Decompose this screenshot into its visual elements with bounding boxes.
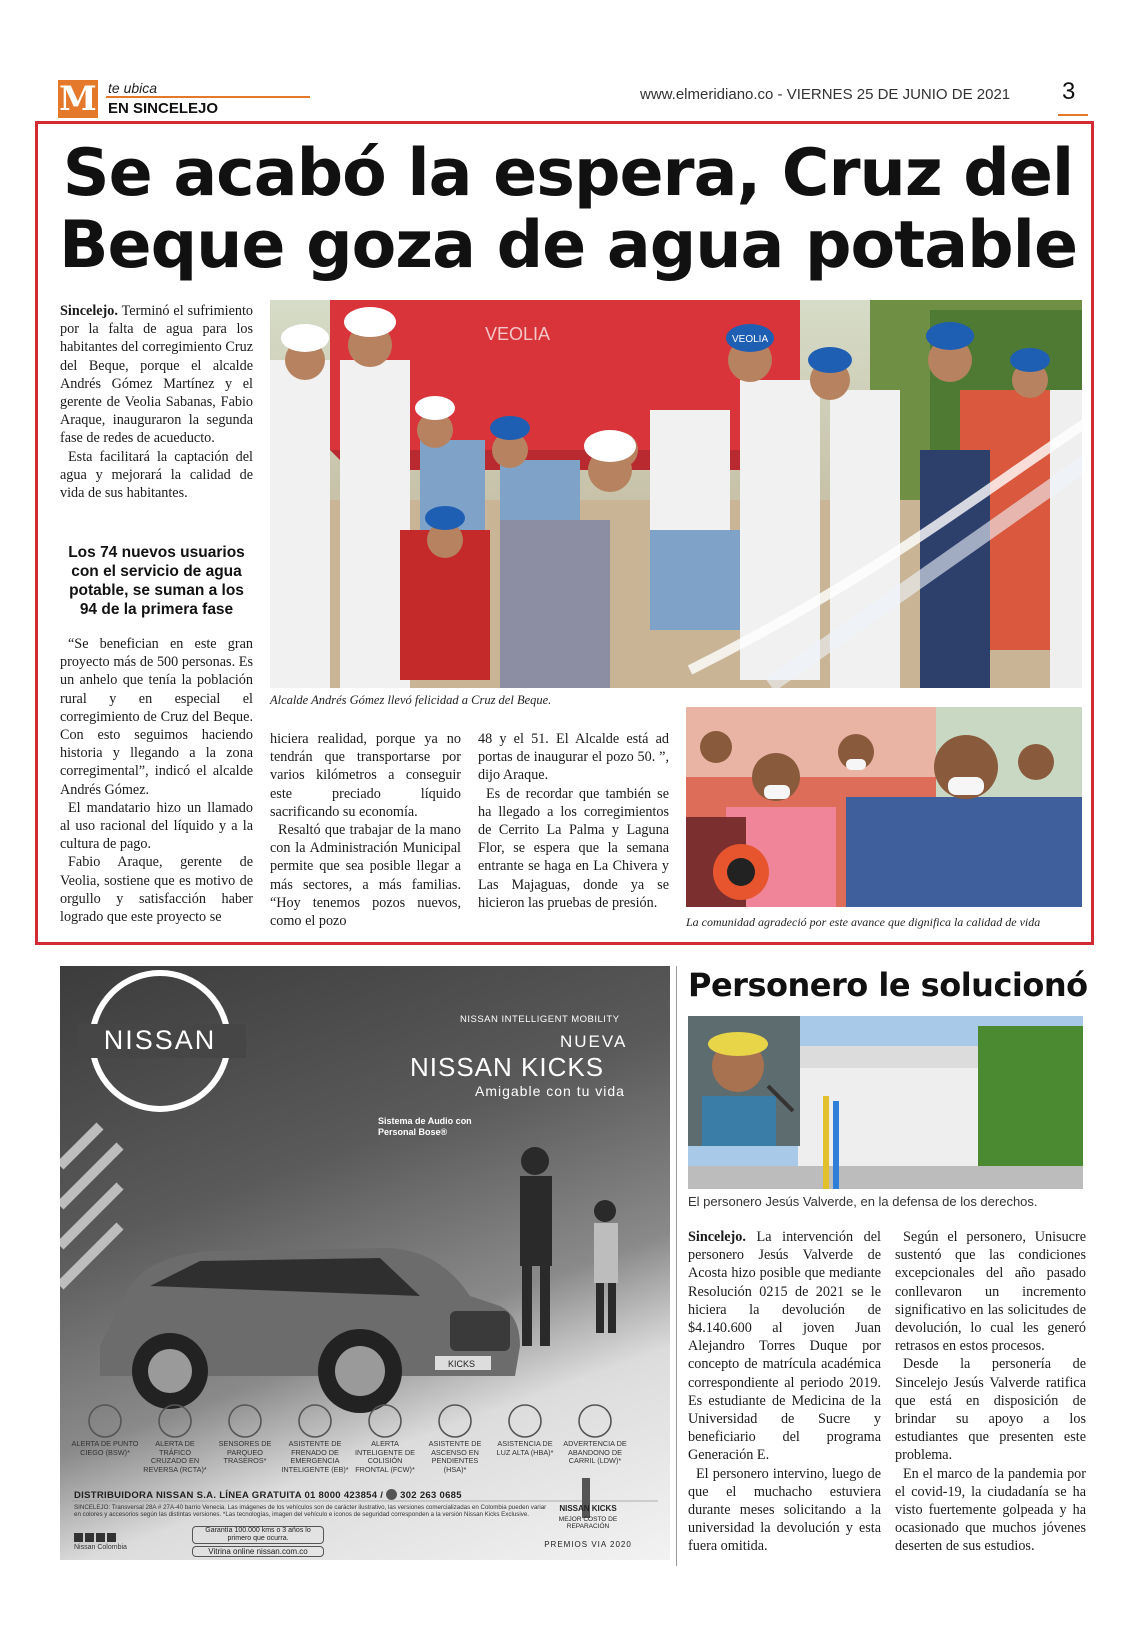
- youtube-icon: [107, 1533, 116, 1542]
- section-kicker: te ubica: [108, 80, 158, 96]
- paragraph: En el marco de la pandemia por el covid-19, la ciudadanía se ha visto fuertemente golpeada y ha ocasionado que muchos jóvenes deserten de sus estudios.: [895, 1465, 1086, 1555]
- personero-photo-caption: El personero Jesús Valverde, en la defensa de los derechos.: [688, 1194, 1038, 1209]
- nissan-advertisement: [60, 966, 670, 1560]
- paragraph: El personero intervino, luego de que el muchacho estuviera durante meses solicitando a la universidad la devolución y esta fuera omitida.: [688, 1465, 881, 1555]
- twitter-icon: [85, 1533, 94, 1542]
- newspaper-logo: M: [59, 79, 97, 119]
- paragraph: El mandatario hizo un llamado al uso racional del líquido y a la cultura de pago.: [60, 799, 253, 853]
- feature-eb: ASISTENTE DE FRENADO DE EMERGENCIA INTELIGENTE (EB)*: [281, 1439, 349, 1474]
- main-column-2: [270, 730, 461, 930]
- community-photo: [686, 707, 1082, 907]
- nissan-wordmark: NISSAN: [103, 1025, 217, 1055]
- feature-rcta: ALERTA DE TRÁFICO CRUZADO EN REVERSA (RCTA)*: [143, 1439, 207, 1474]
- paragraph: Terminó el sufrimiento por la falta de agua para los habitantes del corregimiento Cruz del Beque, porque el alcalde Andrés Gómez Martínez y el gerente de Veolia Sabanas, Fabio Araque, inauguraron la segunda fase de redes de acueducto.: [60, 303, 253, 447]
- paragraph: La intervención del personero Jesús Valverde de Acosta hizo posible que mediante Resolución 0215 de 2021 se le hiciera la devolución de $4.140.600 al joven Juan Alejandro Torres Duque por concepto de matrícula académica correspondiente al periodo 2019. Es estudiante de Medicina de la Universidad de Sucre y beneficiario del programa Generación E.: [688, 1229, 881, 1464]
- whatsapp-icon: [386, 1489, 397, 1500]
- feature-ldw: ADVERTENCIA DE ABANDONO DE CARRIL (LDW)*: [563, 1439, 627, 1466]
- headline-line-2: Beque goza de agua potable: [58, 208, 1078, 283]
- main-photo: [270, 300, 1082, 688]
- feature-parking: SENSORES DE PARQUEO TRASEROS*: [218, 1439, 272, 1466]
- tent-logo-text: VEOLIA: [485, 324, 551, 344]
- second-headline: Personero le solucionó: [688, 966, 1088, 1004]
- award-model: NISSAN KICKS: [559, 1504, 617, 1513]
- legal-text: SINCELEJO: Transversal 28A # 27A-40 barrio Venecia. Las imágenes de los vehículos son de carácter ilustrativo, las versiones comercializadas en Colombia pueden variar en colores y accesorios según las distintas versiones. *Las tecnologías, imagen del vehículo e iconos de seguridad corresponden a la versión Nissan Kicks Exclusive.: [74, 1504, 547, 1519]
- intelligent-mobility: NISSAN INTELLIGENT MOBILITY: [460, 1014, 620, 1025]
- column-divider: [676, 966, 677, 1566]
- section-name: EN SINCELEJO: [108, 100, 219, 117]
- facebook-icon: [74, 1533, 83, 1542]
- main-headline: [48, 138, 1088, 282]
- headline-line-1: Se acabó la espera, Cruz del: [62, 136, 1074, 211]
- paragraph: Fabio Araque, gerente de Veolia, sostiene que es motivo de orgullo y satisfacción haber logrado que este proyecto se: [60, 854, 253, 926]
- paragraph: Es de recordar que también se ha llegado a los corregimientos de Cerrito La Palma y Laguna Flor, se espera que la semana entrante se haga en La Chivera y Las Majaguas, donde ya se hicieron las pruebas de presión.: [478, 785, 669, 911]
- paragraph: hiciera realidad, porque ya no tendrán que transportarse por varios kilómetros a conseguir este preciado líquido sacrificando su economía.: [270, 731, 461, 820]
- instagram-icon: [96, 1533, 105, 1542]
- main-column-3: [478, 730, 669, 912]
- main-column-1: [60, 302, 253, 502]
- whatsapp-number: 302 263 0685: [400, 1490, 462, 1501]
- paragraph: Esta facilitará la captación del agua y mejorará la calidad de vida de sus habitantes.: [60, 448, 253, 502]
- header-rule: [106, 96, 310, 98]
- second-column-2: [895, 1228, 1086, 1556]
- feature-fcw: ALERTA INTELIGENTE DE COLISIÓN FRONTAL (FCW)*: [354, 1439, 415, 1474]
- vitrina-link[interactable]: Vitrina online nissan.com.co: [192, 1546, 324, 1557]
- feature-hba: ASISTENCIA DE LUZ ALTA (HBA)*: [496, 1439, 554, 1457]
- second-column-1: [688, 1228, 881, 1556]
- dateline-lead: Sincelejo.: [688, 1229, 746, 1245]
- social-label: [74, 1533, 127, 1551]
- model-name: NISSAN KICKS: [410, 1052, 605, 1082]
- paragraph: 48 y el 51. El Alcalde está ad portas de inaugurar el pozo 50. ”, dijo Araque.: [478, 731, 669, 784]
- award-brand: PREMIOS VIA 2020: [544, 1540, 632, 1549]
- community-photo-caption: La comunidad agradeció por este avance que dignifica la calidad de vida: [686, 915, 1041, 929]
- feature-hsa: ASISTENTE DE ASCENSO EN PENDIENTES (HSA)*: [428, 1439, 482, 1474]
- award-text: MEJOR COSTO DE REPARACIÓN: [558, 1516, 618, 1530]
- dateline: www.elmeridiano.co - VIERNES 25 DE JUNIO DE 2021: [640, 86, 1011, 103]
- ad-slogan: Amigable con tu vida: [475, 1083, 625, 1099]
- paragraph: “Se benefician en este gran proyecto más de 500 personas. Es un anhelo que tenía la población rural y en especial el corregimiento de Cruz del Beque. Con esto seguimos haciendo historia y llegando a la zona corregimental”, indicó el alcalde Andrés Gómez.: [60, 636, 253, 798]
- paragraph: Desde la personería de Sincelejo Jesús Valverde ratifica que está en disposición de brindar su apoyo a los estudiantes que presenten este problema.: [895, 1356, 1086, 1464]
- personero-photo: [688, 1016, 1083, 1189]
- helmet-logo-text: VEOLIA: [732, 334, 769, 345]
- social-handle: Nissan Colombia: [74, 1544, 127, 1551]
- subheadline: Los 74 nuevos usuarios con el servicio de agua potable, se suman a los 94 de la primera fase: [68, 544, 245, 618]
- license-plate: KICKS: [448, 1359, 476, 1369]
- page-number-underline: [1058, 114, 1088, 116]
- audio-note: Sistema de Audio con Personal Bose®: [378, 1116, 472, 1137]
- guarantee-box: Garantía 100.000 kms o 3 años lo primero que ocurra.: [192, 1526, 324, 1544]
- dateline-lead: Sincelejo.: [60, 303, 118, 319]
- nueva-label: NUEVA: [560, 1032, 628, 1051]
- paragraph: Según el personero, Unisucre sustentó que las condiciones excepcionales del año pasado conllevaron un incremento significativo en las solicitudes de devolución, lo cual les generó retrasos en estos procesos.: [895, 1229, 1086, 1355]
- feature-bsw: ALERTA DE PUNTO CIEGO (BSW)*: [71, 1439, 139, 1457]
- paragraph: Resaltó que trabajar de la mano con la Administración Municipal permite que sea posible llegar a más sectores, a más familias. “Hoy tenemos pozos nuevos, como el pozo: [270, 822, 461, 930]
- main-photo-caption: Alcalde Andrés Gómez llevó felicidad a Cruz del Beque.: [270, 693, 552, 707]
- distributor-line: [74, 1489, 462, 1501]
- main-column-1-continued: [60, 635, 253, 926]
- car-illustration: [100, 1248, 520, 1413]
- page-number: 3: [1062, 78, 1076, 105]
- distributor-phone: DISTRIBUIDORA NISSAN S.A. LÍNEA GRATUITA 01 8000 423854 /: [74, 1490, 384, 1501]
